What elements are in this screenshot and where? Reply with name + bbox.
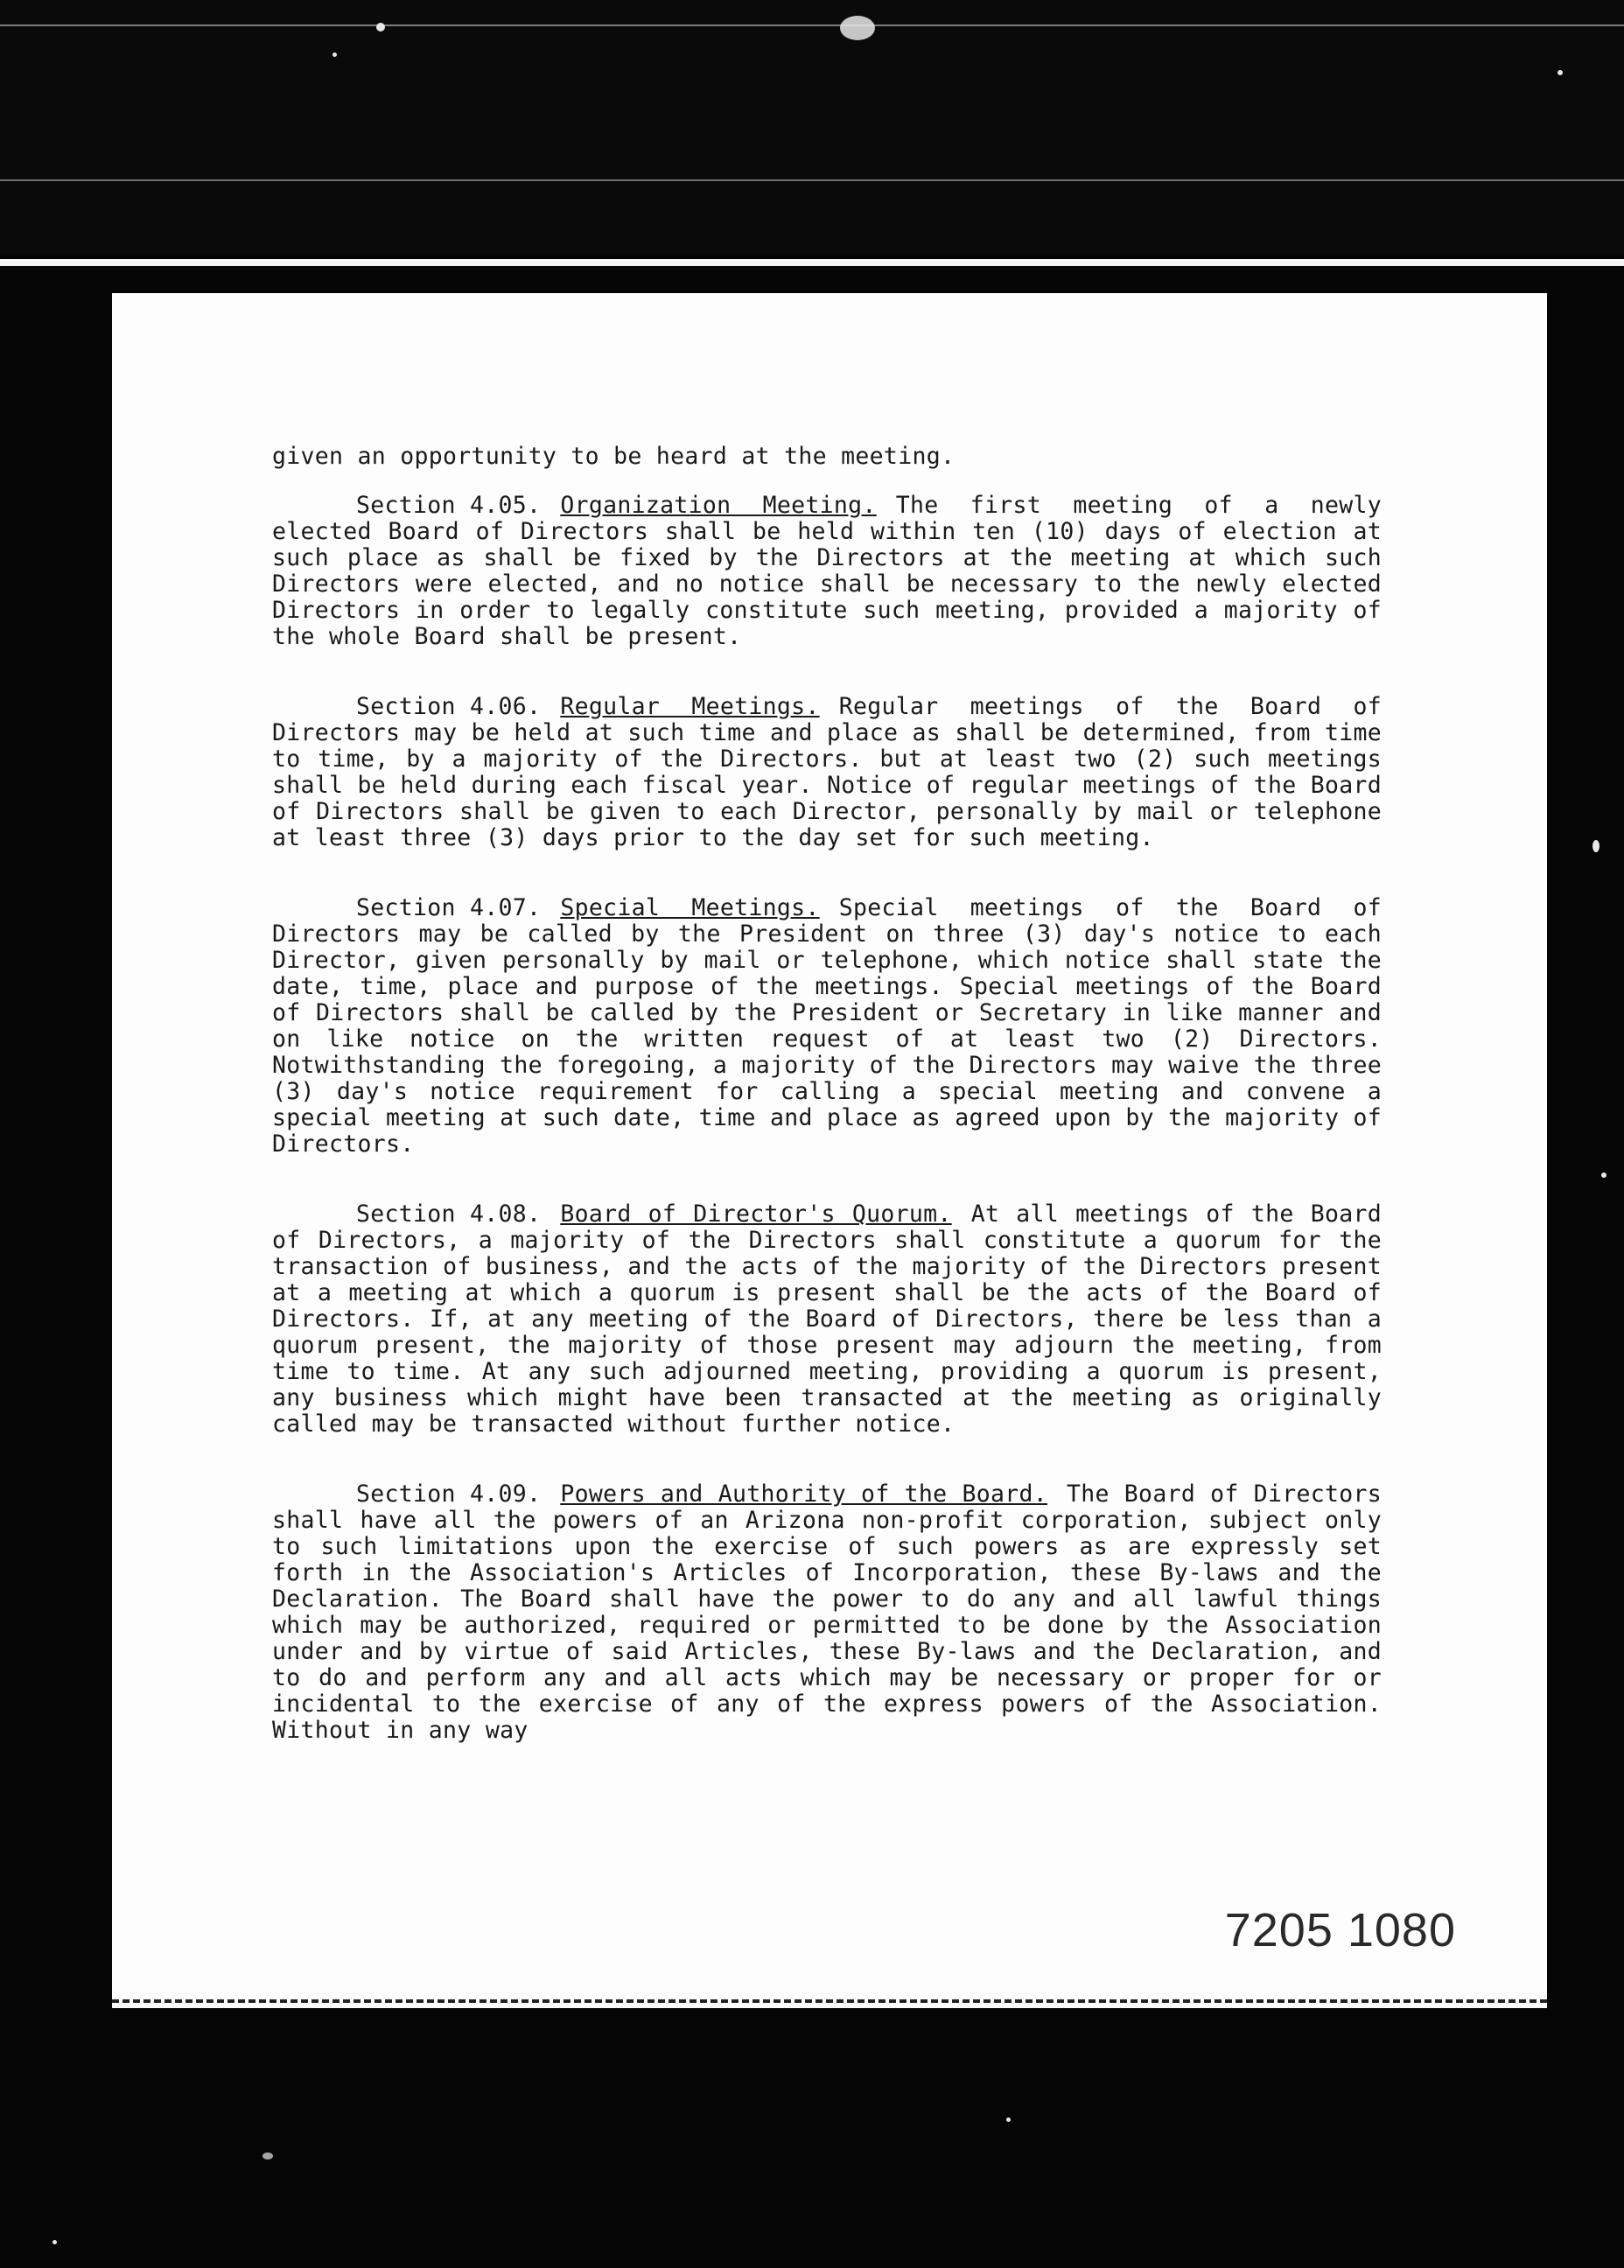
scan-streak xyxy=(0,179,1624,181)
page-bottom-rule xyxy=(112,1999,1547,2003)
section-number: Section 4.06. xyxy=(356,693,542,720)
opening-line: given an opportunity to be heard at the meeting. xyxy=(272,443,956,470)
section-body: Special meetings of the Board of Directors may be called by the President on three (3) day's notice to each Director, given personally by mail or telephone, which notice shall state the date, time, place and purpose of the meetings. Special meetings of the Board of Directors shall be called by the President or Secretary in like manner and on like notice on the written request of at least two (2) Directors. Notwithstanding the foregoing, a majority of the Directors may waive the three (3) day's notice requirement for calling a special meeting and convene a special meeting at such date, time and place as agreed upon by the majority of Directors. xyxy=(272,894,1382,1158)
scan-speck xyxy=(1592,840,1600,852)
section-title: Regular Meetings. xyxy=(560,693,820,720)
section-title: Organization Meeting. xyxy=(560,492,877,519)
section-number: Section 4.05. xyxy=(356,492,542,519)
scan-speck xyxy=(52,2240,57,2244)
section-title: Special Meetings. xyxy=(560,894,820,921)
section-body: At all meetings of the Board of Directors, a majority of the Directors shall constitute a quorum for the transaction of business, and the acts of the majority of the Directors present at a meeting at which a quorum is present shall be the acts of the Board of Directors. If, at any meeting of the Board of Directors, there be less than a quorum present, the majority of those present may adjourn the meeting, from time to time. At any such adjourned meeting, providing a quorum is present, any business which might have been transacted at the meeting as originally called may be transacted without further notice. xyxy=(272,1200,1382,1438)
scan-speck xyxy=(262,2152,273,2160)
section-number: Section 4.08. xyxy=(356,1200,542,1228)
scan-top-border xyxy=(0,0,1624,254)
scan-speck xyxy=(376,23,385,32)
scan-speck xyxy=(1558,70,1563,75)
section-body: The first meeting of a newly elected Board of Directors shall be held within ten (10) days of election at such place as shall be fixed by the Directors at the meeting at which such Directors were elected, and no notice shall be necessary to the newly elected Directors in order to legally constitute such meeting, provided a majority of the whole Board shall be present. xyxy=(272,492,1382,650)
document-body xyxy=(272,444,1382,1788)
scan-streak xyxy=(0,24,1624,26)
section-title: Board of Director's Quorum. xyxy=(560,1200,952,1228)
section-title: Powers and Authority of the Board. xyxy=(560,1480,1047,1508)
section-number: Section 4.07. xyxy=(356,894,542,921)
section-4-09 xyxy=(272,1481,1382,1744)
section-4-06 xyxy=(272,694,1382,851)
scan-speck xyxy=(1601,1172,1606,1178)
section-4-07 xyxy=(272,895,1382,1158)
document-page xyxy=(112,293,1547,2008)
section-body: The Board of Directors shall have all the powers of an Arizona non-profit corporation, subject only to such limitations upon the exercise of such powers as are expressly set forth in the Association's Articles of Incorporation, these By-laws and the Declaration. The Board shall have the power to do any and all lawful things which may be authorized, required or permitted to be done by the Association under and by virtue of said Articles, these By-laws and the Declaration, and to do and perform any and all acts which may be necessary or proper for or incidental to the exercise of any of the express powers of the Association. Without in any way xyxy=(272,1480,1382,1744)
page-number: 7205 1080 xyxy=(1224,1904,1456,1956)
section-number: Section 4.09. xyxy=(356,1480,542,1508)
section-body: Regular meetings of the Board of Directors may be held at such time and place as shall be determined, from time to time, by a majority of the Directors. but at least two (2) such meetings shall be held during each fiscal year. Notice of regular meetings of the Board of Directors shall be given to each Director, personally by mail or telephone at least three (3) days prior to the day set for such meeting. xyxy=(272,693,1382,851)
scan-speck xyxy=(840,16,875,40)
scan-speck xyxy=(1006,2118,1011,2122)
section-4-05 xyxy=(272,493,1382,650)
scan-edge-line xyxy=(0,259,1624,266)
section-4-08 xyxy=(272,1201,1382,1438)
scan-speck xyxy=(332,52,337,57)
